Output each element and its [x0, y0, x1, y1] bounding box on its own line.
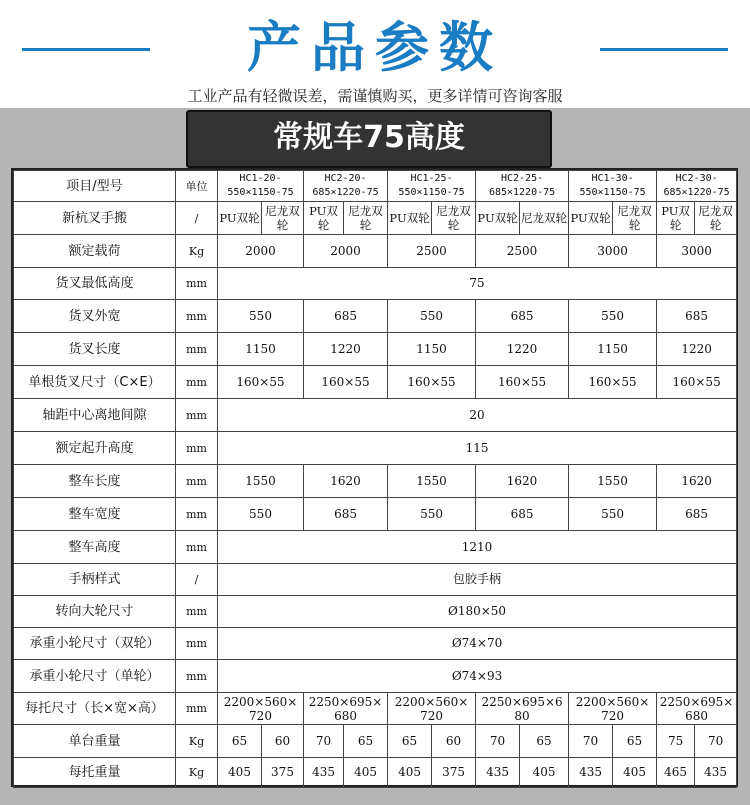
cell-line: 685×1220-75: [663, 187, 730, 198]
value-cell: 1150: [569, 333, 657, 366]
value-cell: 685: [476, 300, 569, 333]
model-header-cell: [657, 171, 737, 202]
value-cell: 160×55: [657, 366, 737, 399]
value-cell: 685: [304, 498, 388, 531]
row-unit-cell: /: [176, 564, 218, 596]
value-cell-merged: 20: [218, 399, 737, 432]
row-label-cell: 额定起升高度: [14, 432, 176, 465]
wheel-type-cell: PU双轮: [657, 202, 695, 235]
table-row: [14, 268, 737, 300]
weight-cell: 65: [613, 725, 657, 758]
weight-cell: 435: [476, 758, 520, 788]
cell-line: HC2-30-: [675, 173, 718, 184]
weight-cell: 375: [262, 758, 304, 788]
weight-cell: 465: [657, 758, 695, 788]
wheel-type-cell: PU双轮: [218, 202, 262, 235]
header-unit-cell: 单位: [176, 171, 218, 202]
cell-line: HC2-20-: [324, 173, 367, 184]
row-label-cell: 额定载荷: [14, 235, 176, 268]
table-row: [14, 498, 737, 531]
value-cell-merged: 75: [218, 268, 737, 300]
pallet-size-cell: [657, 693, 737, 725]
value-cell: 1550: [388, 465, 476, 498]
weight-cell: 70: [476, 725, 520, 758]
value-cell-merged: Ø74×93: [218, 660, 737, 693]
header-label-cell: 项目/型号: [14, 171, 176, 202]
weight-cell: 60: [432, 725, 476, 758]
row-label-cell: 每托尺寸（长×宽×高）: [14, 693, 176, 725]
value-cell: 3000: [657, 235, 737, 268]
value-cell-merged: 包胶手柄: [218, 564, 737, 596]
wheel-type-cell: 尼龙双轮: [344, 202, 388, 235]
weight-cell: 70: [569, 725, 613, 758]
value-cell: 685: [657, 300, 737, 333]
weight-cell: 375: [432, 758, 476, 788]
row-label-cell: 整车宽度: [14, 498, 176, 531]
cell-line: 685×1220-75: [488, 187, 556, 198]
row-label-cell: 手柄样式: [14, 564, 176, 596]
cell-line: 550×1150-75: [227, 187, 294, 198]
row-label-cell: 整车高度: [14, 531, 176, 564]
spec-table: [13, 170, 737, 788]
model-header-cell: [388, 171, 476, 202]
pallet-size-cell: [569, 693, 657, 725]
weight-cell: 60: [262, 725, 304, 758]
row-label-cell: 转向大轮尺寸: [14, 596, 176, 628]
weight-cell: 405: [388, 758, 432, 788]
weight-cell: 65: [344, 725, 388, 758]
cell-line: 685×1220-75: [312, 187, 379, 198]
weight-cell: 405: [520, 758, 569, 788]
cell-line: 2250×695×: [308, 694, 383, 709]
row-label-cell: 货叉外宽: [14, 300, 176, 333]
cell-line: HC1-25-: [410, 173, 453, 184]
table-row: [14, 235, 737, 268]
value-cell: 1220: [657, 333, 737, 366]
table-row: [14, 660, 737, 693]
value-cell: 160×55: [304, 366, 388, 399]
table-row: [14, 465, 737, 498]
cell-line: HC2-25-: [500, 173, 544, 184]
row-unit-cell: /: [176, 202, 218, 235]
wheel-type-cell: PU双轮: [569, 202, 613, 235]
weight-cell: 65: [520, 725, 569, 758]
weight-cell: 65: [218, 725, 262, 758]
value-cell: 550: [388, 498, 476, 531]
weight-cell: 435: [304, 758, 344, 788]
wheel-type-cell: PU双轮: [304, 202, 344, 235]
pallet-size-cell: [388, 693, 476, 725]
cell-line: HC1-20-: [239, 173, 282, 184]
table-row: [14, 399, 737, 432]
spec-table-body: [14, 171, 737, 788]
cell-line: 2200×560×: [223, 694, 298, 709]
weight-cell: 435: [569, 758, 613, 788]
weight-cell: 65: [388, 725, 432, 758]
cell-line: 550×1150-75: [579, 187, 646, 198]
row-unit-cell: mm: [176, 333, 218, 366]
value-cell-merged: 1210: [218, 531, 737, 564]
pallet-size-cell: [304, 693, 388, 725]
row-unit-cell: mm: [176, 268, 218, 300]
value-cell: 160×55: [388, 366, 476, 399]
row-label-cell: 单根货叉尺寸（C×E）: [14, 366, 176, 399]
row-unit-cell: mm: [176, 432, 218, 465]
value-cell: 1620: [304, 465, 388, 498]
wheel-type-cell: PU双轮: [388, 202, 432, 235]
page-subtitle: 工业产品有轻微误差，需谨慎购买，更多详情可咨询客服: [187, 87, 563, 105]
cell-line: 2250×695×: [659, 694, 734, 709]
weight-cell: 70: [695, 725, 737, 758]
row-label-cell: 承重小轮尺寸（双轮）: [14, 628, 176, 660]
value-cell: 2500: [476, 235, 569, 268]
table-row: [14, 333, 737, 366]
row-label-cell: 每托重量: [14, 758, 176, 788]
table-row: [14, 202, 737, 235]
model-header-cell: [304, 171, 388, 202]
value-cell: 550: [218, 300, 304, 333]
value-cell: 1150: [218, 333, 304, 366]
wheel-type-cell: PU双轮: [476, 202, 520, 235]
table-row: [14, 596, 737, 628]
table-row: [14, 564, 737, 596]
row-unit-cell: mm: [176, 628, 218, 660]
wheel-type-cell: 尼龙双轮: [695, 202, 737, 235]
row-unit-cell: mm: [176, 498, 218, 531]
value-cell: 685: [476, 498, 569, 531]
table-row: [14, 725, 737, 758]
row-unit-cell: Kg: [176, 758, 218, 788]
value-cell: 685: [304, 300, 388, 333]
row-unit-cell: mm: [176, 366, 218, 399]
weight-cell: 405: [344, 758, 388, 788]
row-label-cell: 轴距中心离地间隙: [14, 399, 176, 432]
model-header-cell: [569, 171, 657, 202]
value-cell: 3000: [569, 235, 657, 268]
model-header-cell: [476, 171, 569, 202]
weight-cell: 435: [695, 758, 737, 788]
table-row: [14, 366, 737, 399]
weight-cell: 405: [218, 758, 262, 788]
row-unit-cell: mm: [176, 300, 218, 333]
value-cell-merged: 115: [218, 432, 737, 465]
value-cell: 1550: [569, 465, 657, 498]
value-cell: 160×55: [218, 366, 304, 399]
row-unit-cell: mm: [176, 465, 218, 498]
wheel-type-cell: 尼龙双轮: [613, 202, 657, 235]
value-cell-merged: Ø74×70: [218, 628, 737, 660]
table-row: [14, 531, 737, 564]
value-cell: 550: [569, 300, 657, 333]
value-cell: 2000: [304, 235, 388, 268]
pallet-size-cell: [218, 693, 304, 725]
row-unit-cell: mm: [176, 693, 218, 725]
cell-line: 680: [334, 708, 357, 723]
value-cell: 685: [657, 498, 737, 531]
section-banner: 常规车75高度: [186, 110, 552, 168]
row-label-cell: 货叉最低高度: [14, 268, 176, 300]
row-label-cell: 新杭叉手搬: [14, 202, 176, 235]
row-unit-cell: mm: [176, 660, 218, 693]
value-cell: 1220: [304, 333, 388, 366]
cell-line: HC1-30-: [591, 173, 634, 184]
row-unit-cell: mm: [176, 596, 218, 628]
value-cell: 1620: [476, 465, 569, 498]
wheel-type-cell: 尼龙双轮: [520, 202, 569, 235]
weight-cell: 70: [304, 725, 344, 758]
value-cell: 1550: [218, 465, 304, 498]
weight-cell: 405: [613, 758, 657, 788]
cell-line: 720: [249, 708, 272, 723]
cell-line: 680: [685, 708, 709, 723]
value-cell: 2000: [218, 235, 304, 268]
row-unit-cell: mm: [176, 399, 218, 432]
value-cell: 1220: [476, 333, 569, 366]
cell-line: 2250×695×6: [481, 694, 563, 709]
cell-line: 550×1150-75: [398, 187, 465, 198]
wheel-type-cell: 尼龙双轮: [262, 202, 304, 235]
row-label-cell: 货叉长度: [14, 333, 176, 366]
table-row: [14, 300, 737, 333]
cell-line: 2200×560×: [394, 694, 469, 709]
value-cell: 160×55: [476, 366, 569, 399]
wheel-type-cell: 尼龙双轮: [432, 202, 476, 235]
value-cell: 550: [569, 498, 657, 531]
cell-line: 80: [514, 708, 530, 723]
table-row: [14, 171, 737, 202]
row-unit-cell: Kg: [176, 235, 218, 268]
table-row: [14, 693, 737, 725]
table-row: [14, 628, 737, 660]
table-row: [14, 758, 737, 788]
cell-line: 720: [601, 708, 625, 723]
value-cell-merged: Ø180×50: [218, 596, 737, 628]
value-cell: 550: [388, 300, 476, 333]
value-cell: 160×55: [569, 366, 657, 399]
row-unit-cell: Kg: [176, 725, 218, 758]
weight-cell: 75: [657, 725, 695, 758]
pallet-size-cell: [476, 693, 569, 725]
model-header-cell: [218, 171, 304, 202]
row-label-cell: 承重小轮尺寸（单轮）: [14, 660, 176, 693]
value-cell: 1150: [388, 333, 476, 366]
value-cell: 2500: [388, 235, 476, 268]
page-title: 产品参数: [247, 16, 503, 79]
cell-line: 2200×560×: [575, 694, 650, 709]
spec-table-wrapper: [11, 168, 738, 787]
table-row: [14, 432, 737, 465]
row-label-cell: 整车长度: [14, 465, 176, 498]
row-unit-cell: mm: [176, 531, 218, 564]
cell-line: 720: [420, 708, 443, 723]
row-label-cell: 单台重量: [14, 725, 176, 758]
value-cell: 1620: [657, 465, 737, 498]
value-cell: 550: [218, 498, 304, 531]
